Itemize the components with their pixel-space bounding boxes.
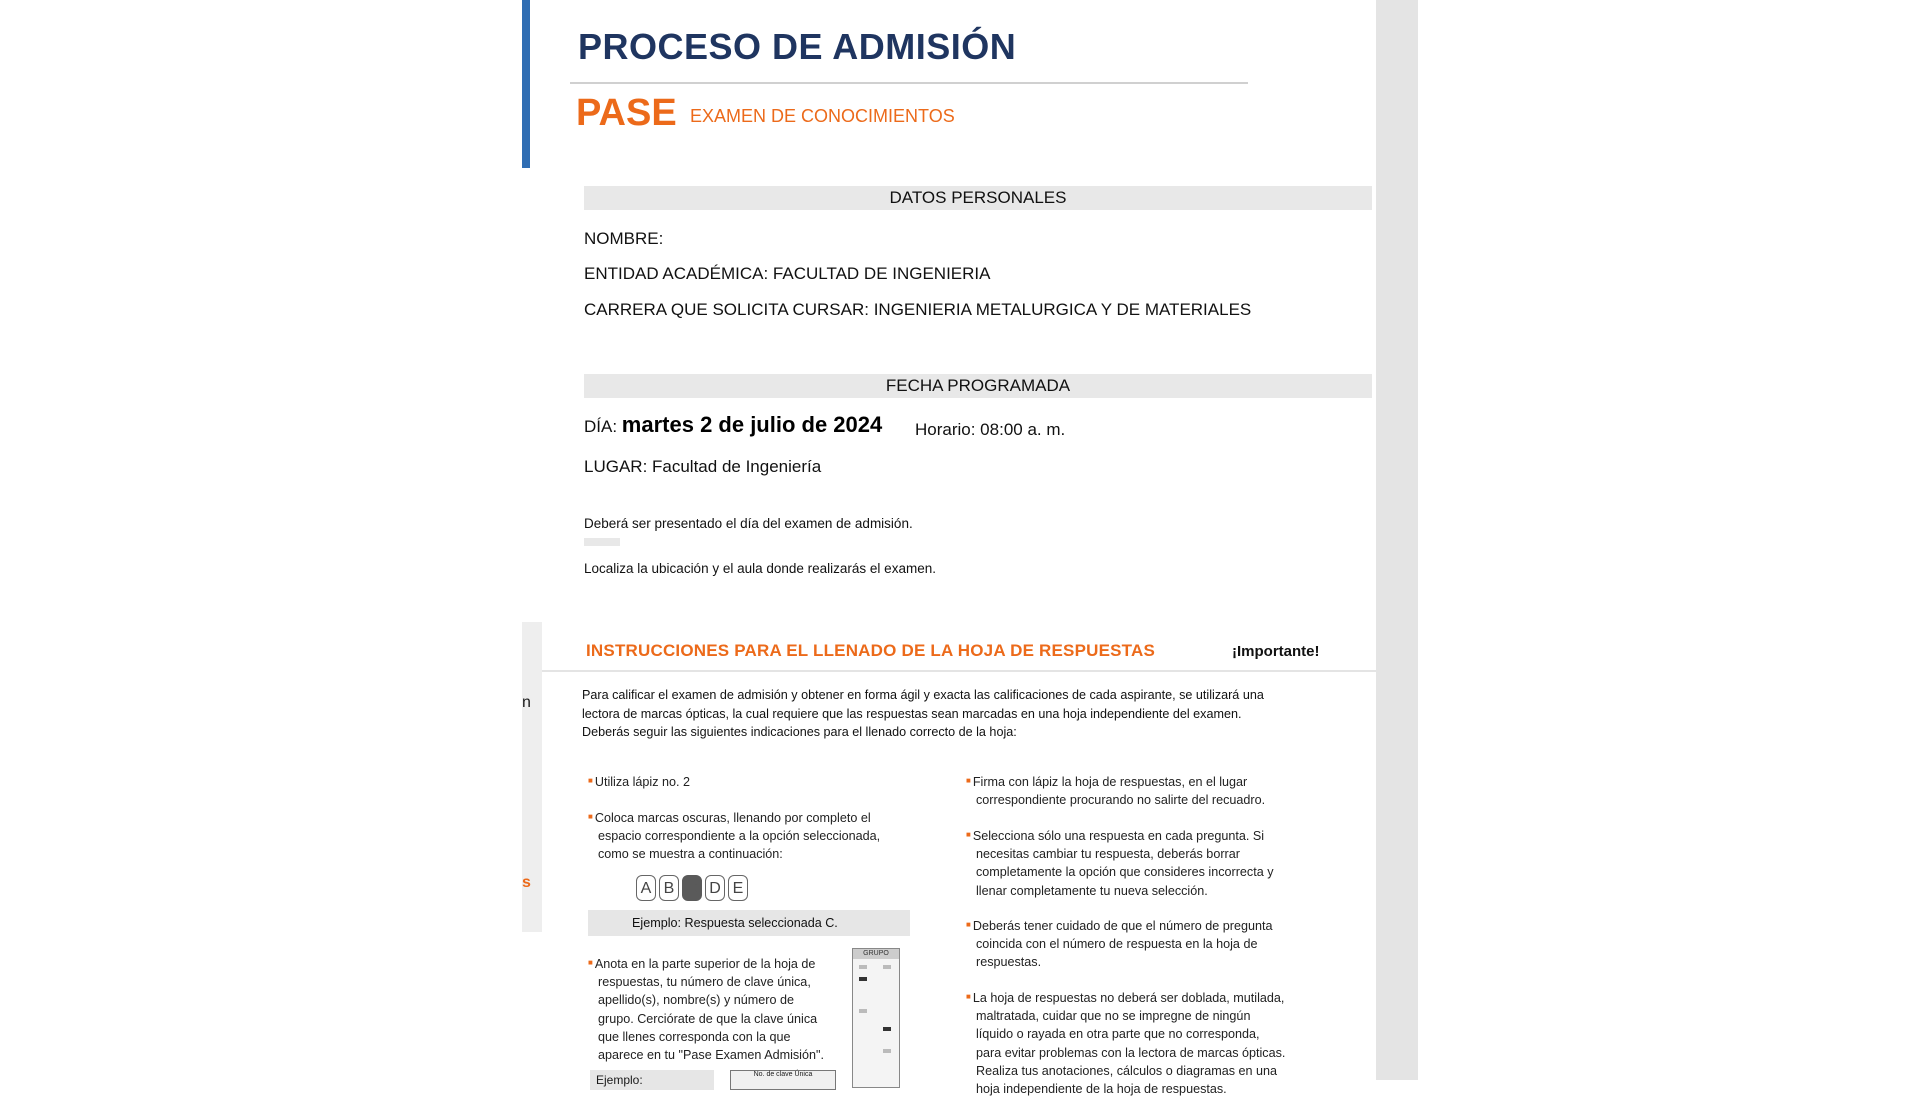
- bullet-line: completamente la opción que consideres incorrecta y: [976, 865, 1274, 880]
- note-localiza: Localiza la ubicación y el aula donde realizarás el examen.: [584, 561, 936, 576]
- right-bullet-firma: [966, 772, 1265, 809]
- note-presentado: Deberá ser presentado el día del examen de admisión.: [584, 516, 913, 531]
- instructions-title: INSTRUCCIONES PARA EL LLENADO DE LA HOJA DE RESPUESTAS: [586, 641, 1156, 660]
- option-c-selected: C: [682, 875, 702, 901]
- importante-label: ¡Importante!: [1232, 643, 1320, 660]
- dia-line: [584, 412, 882, 438]
- bullet-line: maltratada, cuidar que no se impregne de ningún: [976, 1009, 1251, 1024]
- bullet-line: ■ La hoja de respuestas no deberá ser doblada, mutilada,: [966, 988, 1285, 1007]
- left-bullet-marcas: [588, 808, 880, 864]
- option-b: B: [659, 875, 679, 901]
- entidad-line: ENTIDAD ACADÉMICA: FACULTAD DE INGENIERIA: [584, 264, 991, 283]
- pase-label: PASE: [576, 92, 677, 134]
- carrera-line: CARRERA QUE SOLICITA CURSAR: INGENIERIA METALURGICA Y DE MATERIALES: [584, 300, 1252, 319]
- intro-line-3: Deberás seguir las siguientes indicaciones para el llenado correcto de la hoja:: [582, 725, 1017, 739]
- answer-sheet-grid-illustration: [852, 948, 900, 1088]
- bullet-line: ■ Coloca marcas oscuras, llenando por completo el: [588, 808, 880, 827]
- option-d: D: [705, 875, 725, 901]
- grid-mark: [859, 977, 867, 981]
- grupo-label: GRUPO: [853, 949, 899, 959]
- bullet-line: ■ Anota en la parte superior de la hoja de: [588, 954, 824, 973]
- left-bullet-anota: [588, 954, 824, 1064]
- bullet-line: líquido o rayada en otra parte que no corresponda,: [976, 1027, 1260, 1042]
- bullet-text: ■ Utiliza lápiz no. 2: [588, 775, 690, 789]
- answer-options-example: [636, 875, 748, 901]
- bullet-line: aparece en tu "Pase Examen Admisión".: [598, 1048, 824, 1063]
- exam-subtitle: EXAMEN DE CONOCIMIENTOS: [690, 106, 955, 126]
- right-bullet-hoja: [966, 988, 1285, 1098]
- dia-label: DÍA:: [584, 417, 618, 436]
- intro-line-1: Para calificar el examen de admisión y obtener en forma ágil y exacta las calificaciones de cada aspirante, se utilizará una: [582, 688, 1264, 702]
- small-divider: [584, 538, 620, 546]
- bullet-line: Realiza tus anotaciones, cálculos o diagramas en una: [976, 1063, 1278, 1078]
- page-title: PROCESO DE ADMISIÓN: [578, 26, 1017, 67]
- dia-value: martes 2 de julio de 2024: [621, 412, 883, 437]
- grid-mark: [859, 1009, 867, 1013]
- option-e: E: [728, 875, 748, 901]
- bullet-line: espacio correspondiente a la opción seleccionada,: [598, 829, 881, 844]
- bullet-line: necesitas cambiar tu respuesta, deberás borrar: [976, 847, 1240, 862]
- bullet-line: hoja independiente de la hoja de respuestas.: [976, 1082, 1227, 1097]
- bullet-line: como se muestra a continuación:: [598, 847, 783, 862]
- bullet-line: correspondiente procurando no salirte del recuadro.: [976, 793, 1266, 808]
- intro-line-2: lectora de marcas ópticas, la cual requiere que las respuestas sean marcadas en una hoja independiente del examen.: [582, 706, 1242, 721]
- bullet-line: grupo. Cerciórate de que la clave única: [598, 1011, 818, 1026]
- clave-unica-box: No. de clave Única: [730, 1070, 836, 1090]
- bullet-line: que llenes corresponda con la que: [598, 1029, 791, 1044]
- grid-mark: [883, 1049, 891, 1053]
- left-bullet-lapiz: [588, 772, 690, 791]
- instructions-intro: [582, 686, 1312, 742]
- grid-mark: [883, 965, 891, 969]
- bullet-line: coincida con el número de respuesta en la hoja de: [976, 937, 1258, 952]
- side-fragment-s: s: [522, 874, 531, 891]
- datos-personales-heading: DATOS PERSONALES: [584, 186, 1372, 210]
- nombre-line: NOMBRE:: [584, 229, 664, 248]
- bullet-line: apellido(s), nombre(s) y número de: [598, 993, 794, 1008]
- bullet-line: respuestas, tu número de clave única,: [598, 975, 811, 990]
- right-bullet-cuidado: [966, 916, 1273, 972]
- bullet-line: respuestas.: [976, 955, 1042, 970]
- bullet-line: ■ Firma con lápiz la hoja de respuestas, en el lugar: [966, 772, 1265, 791]
- option-a: A: [636, 875, 656, 901]
- left-accent-bar: [522, 0, 530, 168]
- right-gutter: [1376, 0, 1418, 1080]
- right-bullet-selecciona: [966, 826, 1274, 900]
- grid-mark: [883, 1027, 891, 1031]
- bullet-line: ■ Deberás tener cuidado de que el número de pregunta: [966, 916, 1273, 935]
- horario-line: Horario: 08:00 a. m.: [915, 420, 1066, 439]
- bullet-line: llenar completamente tu nueva selección.: [976, 883, 1208, 898]
- example-caption: Ejemplo: Respuesta seleccionada C.: [588, 910, 910, 936]
- bullet-line: para evitar problemas con la lectora de marcas ópticas.: [976, 1045, 1286, 1060]
- side-fragment-n: n: [522, 694, 531, 711]
- bullet-line: ■ Selecciona sólo una respuesta en cada pregunta. Si: [966, 826, 1274, 845]
- fecha-programada-heading: FECHA PROGRAMADA: [584, 374, 1372, 398]
- grid-mark: [859, 965, 867, 969]
- title-divider: [570, 82, 1248, 84]
- ejemplo-label: Ejemplo:: [590, 1070, 714, 1090]
- lugar-line: LUGAR: Facultad de Ingeniería: [584, 457, 822, 476]
